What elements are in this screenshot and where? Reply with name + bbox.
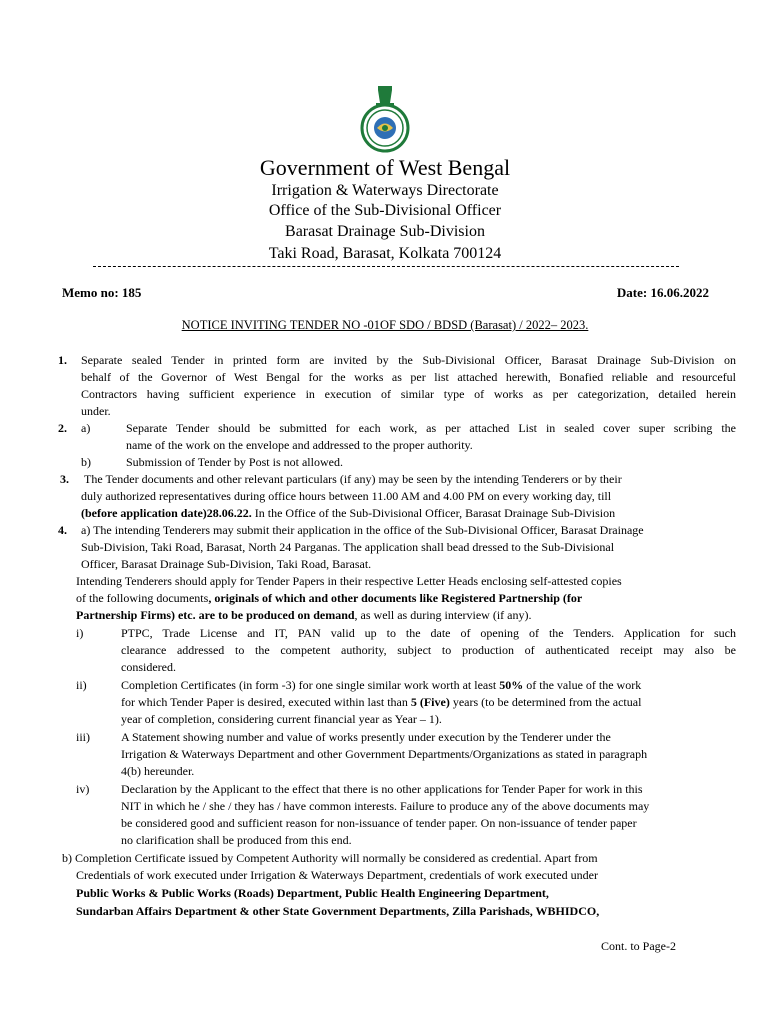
- item4-intro-bold: Partnership Firms) etc. are to be produced on demand: [76, 608, 355, 622]
- sub-item-line: [121, 694, 641, 711]
- item4-a-line: a) The intending Tenderers may submit their application in the office of the Sub-Divisional Officer, Barasat Drainage: [81, 523, 644, 537]
- item4-intro-line: [76, 607, 532, 624]
- item-number: 4.: [58, 523, 67, 537]
- memo-number: Memo no: 185: [62, 285, 142, 300]
- notice-title: NOTICE INVITING TENDER NO -01OF SDO / BDSD (Barasat) / 2022– 2023.: [181, 318, 589, 332]
- item2-b-line: Submission of Tender by Post is not allowed.: [126, 455, 343, 469]
- item4-b-bold-line: Public Works & Public Works (Roads) Department, Public Health Engineering Department,: [76, 886, 549, 900]
- item-number: 2.: [58, 421, 67, 435]
- sub-item-text: years (to be determined from the actual: [449, 695, 642, 709]
- sub-item-label: i): [76, 626, 84, 640]
- percentage-value: 50%: [499, 678, 524, 692]
- sub-item-line: A Statement showing number and value of works presently under execution by the Tenderer under the: [121, 730, 611, 744]
- item4-b-line: b) Completion Certificate issued by Competent Authority will normally be considered as credential. Apart from: [62, 851, 598, 865]
- item1-line: behalf of the Governor of West Bengal for the works as per list attached herewith, Bonafied reliable and resourceful: [81, 370, 736, 384]
- item4-b-bold-line: Sundarban Affairs Department & other State Government Departments, Zilla Parishads, WBHIDCO,: [76, 904, 600, 918]
- item4-a-line: Officer, Barasat Drainage Sub-Division, Taki Road, Barasat.: [81, 557, 372, 571]
- sub-item-line: no clarification shall be produced from this end.: [121, 833, 352, 847]
- sub-item-line: year of completion, considering current financial year as Year – 1).: [121, 712, 442, 726]
- item2-a-line: name of the work on the envelope and addressed to the proper authority.: [126, 438, 473, 452]
- item3-line: duly authorized representatives during office hours between 11.00 AM and 4.00 PM on every working day, till: [81, 489, 612, 503]
- dashed-divider: [93, 266, 679, 267]
- sub-item-text: for which Tender Paper is desired, executed within last than: [121, 695, 411, 709]
- item3-line: The Tender documents and other relevant particulars (if any) may be seen by the intending Tenderers or by their: [84, 472, 622, 486]
- office-address: Taki Road, Barasat, Kolkata 700124: [268, 245, 502, 262]
- continued-note: Cont. to Page-2: [601, 939, 676, 953]
- item3-line: [81, 505, 615, 522]
- item4-intro-line: Intending Tenderers should apply for Tender Papers in their respective Letter Heads enclosing self-attested copies: [76, 574, 622, 588]
- sub-item-line: NIT in which he / she / they has / have common interests. Failure to produce any of the above documents may: [121, 799, 650, 813]
- sub-item-line: PTPC, Trade License and IT, PAN valid up to the date of opening of the Tenders. Application for such: [121, 626, 736, 640]
- sub-item-label: iv): [76, 782, 90, 796]
- item-number: 3.: [60, 472, 69, 486]
- item2-a-line: Separate Tender should be submitted for each work, as per attached List in sealed cover super scribing the: [126, 421, 736, 435]
- office-name: Office of the Sub-Divisional Officer: [268, 202, 502, 219]
- item2-b-label: b): [81, 455, 91, 469]
- item4-a-line: Sub-Division, Taki Road, Barasat, North 24 Parganas. The application shall bead dressed to the Sub-Divisional: [81, 540, 615, 554]
- sub-item-line: [121, 677, 641, 694]
- item4-intro-bold: , originals of which and other documents like Registered Partnership (for: [208, 591, 583, 605]
- item4-intro-plain: of the following documents: [76, 591, 209, 605]
- sub-item-line: Irrigation & Waterways Department and other Government Departments/Organizations as stated in paragraph: [121, 747, 648, 761]
- application-deadline: (before application date)28.06.22.: [81, 506, 252, 520]
- sub-item-text: of the value of the work: [523, 678, 642, 692]
- sub-item-line: be considered good and sufficient reason for non-issuance of tender paper. On non-issuance of tender paper: [121, 816, 637, 830]
- memo-date: Date: 16.06.2022: [616, 285, 709, 300]
- sub-item-line: Declaration by the Applicant to the effect that there is no other applications for Tender Paper for work in this: [121, 782, 643, 796]
- subdivision-name: Barasat Drainage Sub-Division: [285, 223, 485, 240]
- item1-line: Contractors having sufficient experience in execution of similar type of works as per categorization, detailed herein: [81, 387, 736, 401]
- directorate-name: Irrigation & Waterways Directorate: [271, 182, 499, 199]
- government-title: Government of West Bengal: [259, 155, 511, 180]
- item2-a-label: a): [81, 421, 91, 435]
- sub-item-label: iii): [76, 730, 90, 744]
- sub-item-label: ii): [76, 678, 87, 692]
- item-number: 1.: [58, 353, 67, 367]
- item1-line: Separate sealed Tender in printed form are invited by the Sub-Divisional Officer, Barasat Drainage Sub-Division on: [81, 353, 736, 367]
- item4-b-line: Credentials of work executed under Irrigation & Waterways Department, credentials of work executed under: [76, 868, 598, 882]
- years-value: 5 (Five): [410, 695, 450, 709]
- sub-item-line: clearance addressed to the competent authority, subject to production of authenticated receipt may also be: [121, 643, 736, 657]
- item3-line-rest: In the Office of the Sub-Divisional Officer, Barasat Drainage Sub-Division: [251, 506, 616, 520]
- sub-item-line: 4(b) hereunder.: [121, 764, 195, 778]
- item1-line: under.: [81, 404, 111, 418]
- sub-item-text: Completion Certificates (in form -3) for one single similar work worth at least: [121, 678, 500, 692]
- item4-intro-plain: , as well as during interview (if any).: [354, 608, 532, 622]
- west-bengal-emblem-icon: [357, 83, 413, 153]
- item4-intro-line: [76, 590, 582, 607]
- sub-item-line: considered.: [121, 660, 176, 674]
